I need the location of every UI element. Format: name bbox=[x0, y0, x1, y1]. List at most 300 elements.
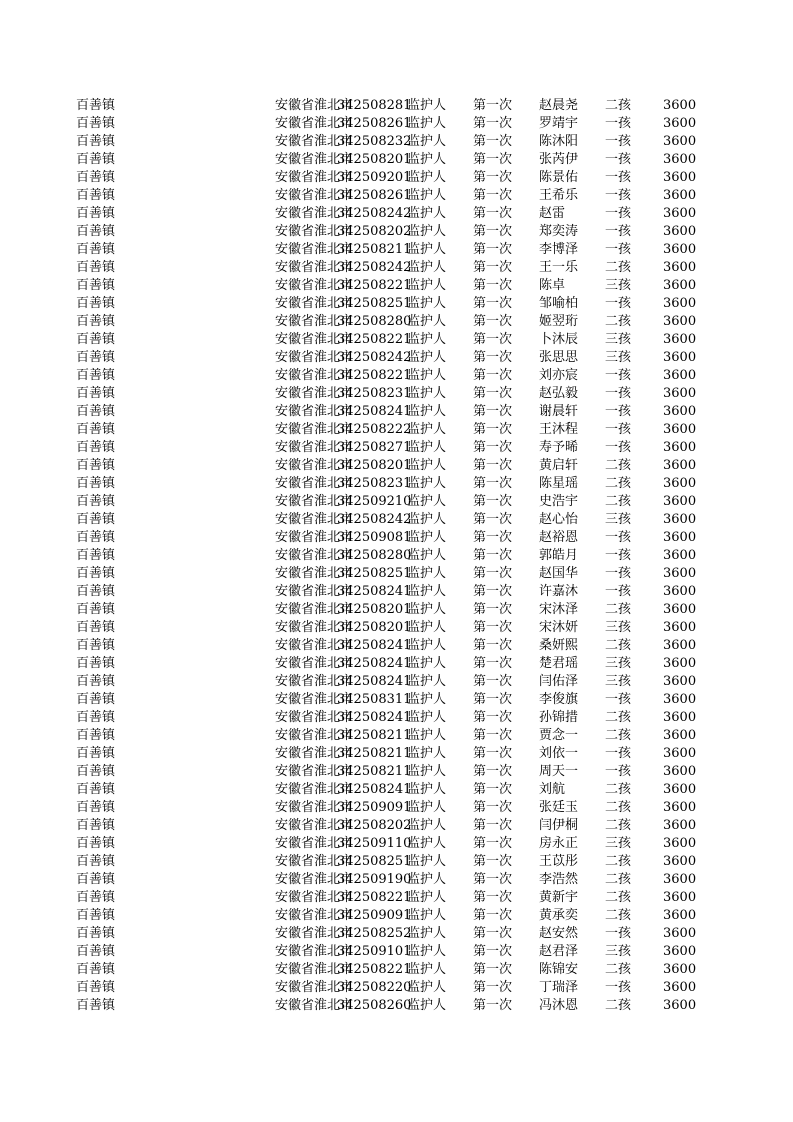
child-order-cell: 三孩 bbox=[605, 512, 632, 527]
table-row bbox=[0, 511, 793, 529]
child-order-cell: 一孩 bbox=[605, 980, 632, 995]
town-cell: 百善镇 bbox=[76, 368, 116, 383]
child-order-cell: 二孩 bbox=[605, 260, 632, 275]
child-order-cell: 一孩 bbox=[605, 764, 632, 779]
amount-cell: 3600 bbox=[663, 242, 697, 257]
child-name-cell: 李浩然 bbox=[539, 872, 579, 887]
times-cell: 第一次 bbox=[473, 278, 513, 293]
id-cell: 342508241 bbox=[337, 638, 412, 653]
child-name-cell: 史浩宇 bbox=[539, 494, 579, 509]
table-row bbox=[0, 961, 793, 979]
role-cell: 监护人 bbox=[407, 836, 447, 851]
child-order-cell: 二孩 bbox=[605, 494, 632, 509]
id-cell: 342508202 bbox=[337, 224, 412, 239]
table-row bbox=[0, 151, 793, 169]
amount-cell: 3600 bbox=[663, 764, 697, 779]
town-cell: 百善镇 bbox=[76, 890, 116, 905]
times-cell: 第一次 bbox=[473, 314, 513, 329]
address-cell: 安徽省淮北市 bbox=[275, 404, 354, 419]
child-order-cell: 一孩 bbox=[605, 548, 632, 563]
id-cell: 342508221 bbox=[337, 962, 412, 977]
child-order-cell: 一孩 bbox=[605, 746, 632, 761]
town-cell: 百善镇 bbox=[76, 728, 116, 743]
amount-cell: 3600 bbox=[663, 908, 697, 923]
address-cell: 安徽省淮北市 bbox=[275, 206, 354, 221]
child-order-cell: 二孩 bbox=[605, 476, 632, 491]
times-cell: 第一次 bbox=[473, 692, 513, 707]
amount-cell: 3600 bbox=[663, 998, 697, 1013]
child-order-cell: 一孩 bbox=[605, 566, 632, 581]
child-order-cell: 一孩 bbox=[605, 116, 632, 131]
town-cell: 百善镇 bbox=[76, 584, 116, 599]
role-cell: 监护人 bbox=[407, 980, 447, 995]
role-cell: 监护人 bbox=[407, 746, 447, 761]
child-order-cell: 一孩 bbox=[605, 224, 632, 239]
id-cell: 342508260 bbox=[337, 998, 412, 1013]
amount-cell: 3600 bbox=[663, 872, 697, 887]
id-cell: 342508220 bbox=[337, 980, 412, 995]
role-cell: 监护人 bbox=[407, 314, 447, 329]
table-row bbox=[0, 745, 793, 763]
id-cell: 342509091 bbox=[337, 908, 412, 923]
town-cell: 百善镇 bbox=[76, 404, 116, 419]
table-row bbox=[0, 529, 793, 547]
table-row bbox=[0, 133, 793, 151]
address-cell: 安徽省淮北市 bbox=[275, 260, 354, 275]
times-cell: 第一次 bbox=[473, 440, 513, 455]
times-cell: 第一次 bbox=[473, 242, 513, 257]
town-cell: 百善镇 bbox=[76, 224, 116, 239]
table-row bbox=[0, 313, 793, 331]
id-cell: 342508252 bbox=[337, 926, 412, 941]
role-cell: 监护人 bbox=[407, 872, 447, 887]
amount-cell: 3600 bbox=[663, 494, 697, 509]
times-cell: 第一次 bbox=[473, 836, 513, 851]
child-name-cell: 陈景佑 bbox=[539, 170, 579, 185]
spreadsheet-page bbox=[0, 97, 793, 1015]
role-cell: 监护人 bbox=[407, 188, 447, 203]
table-row bbox=[0, 367, 793, 385]
town-cell: 百善镇 bbox=[76, 278, 116, 293]
address-cell: 安徽省淮北市 bbox=[275, 584, 354, 599]
child-name-cell: 谢晨轩 bbox=[539, 404, 579, 419]
town-cell: 百善镇 bbox=[76, 674, 116, 689]
child-name-cell: 赵弘毅 bbox=[539, 386, 579, 401]
amount-cell: 3600 bbox=[663, 728, 697, 743]
child-name-cell: 赵晨尧 bbox=[539, 98, 579, 113]
town-cell: 百善镇 bbox=[76, 512, 116, 527]
address-cell: 安徽省淮北市 bbox=[275, 368, 354, 383]
child-name-cell: 陈卓 bbox=[539, 278, 566, 293]
id-cell: 342508271 bbox=[337, 440, 412, 455]
id-cell: 342508241 bbox=[337, 674, 412, 689]
amount-cell: 3600 bbox=[663, 980, 697, 995]
amount-cell: 3600 bbox=[663, 188, 697, 203]
table-row bbox=[0, 835, 793, 853]
id-cell: 342508201 bbox=[337, 602, 412, 617]
child-order-cell: 二孩 bbox=[605, 710, 632, 725]
address-cell: 安徽省淮北市 bbox=[275, 962, 354, 977]
town-cell: 百善镇 bbox=[76, 710, 116, 725]
role-cell: 监护人 bbox=[407, 926, 447, 941]
child-name-cell: 赵君泽 bbox=[539, 944, 579, 959]
id-cell: 342509190 bbox=[337, 872, 412, 887]
table-row bbox=[0, 331, 793, 349]
address-cell: 安徽省淮北市 bbox=[275, 332, 354, 347]
table-row bbox=[0, 673, 793, 691]
town-cell: 百善镇 bbox=[76, 386, 116, 401]
child-name-cell: 李俊旗 bbox=[539, 692, 579, 707]
id-cell: 342508261 bbox=[337, 116, 412, 131]
child-name-cell: 周天一 bbox=[539, 764, 579, 779]
times-cell: 第一次 bbox=[473, 638, 513, 653]
town-cell: 百善镇 bbox=[76, 692, 116, 707]
id-cell: 342508241 bbox=[337, 710, 412, 725]
table-row bbox=[0, 583, 793, 601]
id-cell: 342508231 bbox=[337, 476, 412, 491]
town-cell: 百善镇 bbox=[76, 134, 116, 149]
child-order-cell: 二孩 bbox=[605, 800, 632, 815]
child-order-cell: 一孩 bbox=[605, 404, 632, 419]
role-cell: 监护人 bbox=[407, 584, 447, 599]
child-order-cell: 三孩 bbox=[605, 656, 632, 671]
child-name-cell: 黄新宇 bbox=[539, 890, 579, 905]
address-cell: 安徽省淮北市 bbox=[275, 818, 354, 833]
role-cell: 监护人 bbox=[407, 458, 447, 473]
role-cell: 监护人 bbox=[407, 440, 447, 455]
amount-cell: 3600 bbox=[663, 890, 697, 905]
times-cell: 第一次 bbox=[473, 170, 513, 185]
amount-cell: 3600 bbox=[663, 440, 697, 455]
table-row bbox=[0, 547, 793, 565]
table-row bbox=[0, 439, 793, 457]
times-cell: 第一次 bbox=[473, 746, 513, 761]
times-cell: 第一次 bbox=[473, 494, 513, 509]
id-cell: 342508241 bbox=[337, 782, 412, 797]
amount-cell: 3600 bbox=[663, 98, 697, 113]
amount-cell: 3600 bbox=[663, 710, 697, 725]
town-cell: 百善镇 bbox=[76, 872, 116, 887]
role-cell: 监护人 bbox=[407, 386, 447, 401]
address-cell: 安徽省淮北市 bbox=[275, 926, 354, 941]
child-order-cell: 三孩 bbox=[605, 332, 632, 347]
table-row bbox=[0, 853, 793, 871]
address-cell: 安徽省淮北市 bbox=[275, 224, 354, 239]
child-order-cell: 二孩 bbox=[605, 908, 632, 923]
child-name-cell: 姬翌珩 bbox=[539, 314, 579, 329]
table-row bbox=[0, 763, 793, 781]
table-row bbox=[0, 619, 793, 637]
times-cell: 第一次 bbox=[473, 386, 513, 401]
amount-cell: 3600 bbox=[663, 782, 697, 797]
address-cell: 安徽省淮北市 bbox=[275, 764, 354, 779]
amount-cell: 3600 bbox=[663, 602, 697, 617]
table-row bbox=[0, 385, 793, 403]
table-row bbox=[0, 799, 793, 817]
table-row bbox=[0, 457, 793, 475]
table-row bbox=[0, 223, 793, 241]
address-cell: 安徽省淮北市 bbox=[275, 656, 354, 671]
town-cell: 百善镇 bbox=[76, 458, 116, 473]
times-cell: 第一次 bbox=[473, 260, 513, 275]
amount-cell: 3600 bbox=[663, 152, 697, 167]
table-row bbox=[0, 943, 793, 961]
child-order-cell: 二孩 bbox=[605, 962, 632, 977]
times-cell: 第一次 bbox=[473, 710, 513, 725]
amount-cell: 3600 bbox=[663, 278, 697, 293]
role-cell: 监护人 bbox=[407, 296, 447, 311]
times-cell: 第一次 bbox=[473, 980, 513, 995]
town-cell: 百善镇 bbox=[76, 530, 116, 545]
address-cell: 安徽省淮北市 bbox=[275, 980, 354, 995]
times-cell: 第一次 bbox=[473, 98, 513, 113]
address-cell: 安徽省淮北市 bbox=[275, 98, 354, 113]
table-row bbox=[0, 403, 793, 421]
times-cell: 第一次 bbox=[473, 908, 513, 923]
times-cell: 第一次 bbox=[473, 800, 513, 815]
amount-cell: 3600 bbox=[663, 404, 697, 419]
town-cell: 百善镇 bbox=[76, 782, 116, 797]
child-name-cell: 王希乐 bbox=[539, 188, 579, 203]
id-cell: 342508281 bbox=[337, 98, 412, 113]
amount-cell: 3600 bbox=[663, 962, 697, 977]
child-name-cell: 邹喻柏 bbox=[539, 296, 579, 311]
amount-cell: 3600 bbox=[663, 386, 697, 401]
id-cell: 342509110 bbox=[337, 836, 412, 851]
child-name-cell: 王苡彤 bbox=[539, 854, 579, 869]
address-cell: 安徽省淮北市 bbox=[275, 692, 354, 707]
id-cell: 342508242 bbox=[337, 206, 412, 221]
times-cell: 第一次 bbox=[473, 890, 513, 905]
id-cell: 342508221 bbox=[337, 332, 412, 347]
id-cell: 342508241 bbox=[337, 404, 412, 419]
town-cell: 百善镇 bbox=[76, 422, 116, 437]
role-cell: 监护人 bbox=[407, 728, 447, 743]
times-cell: 第一次 bbox=[473, 350, 513, 365]
child-order-cell: 三孩 bbox=[605, 278, 632, 293]
child-name-cell: 赵安然 bbox=[539, 926, 579, 941]
id-cell: 342508251 bbox=[337, 854, 412, 869]
child-name-cell: 罗靖宇 bbox=[539, 116, 579, 131]
child-order-cell: 一孩 bbox=[605, 134, 632, 149]
id-cell: 342508211 bbox=[337, 764, 412, 779]
role-cell: 监护人 bbox=[407, 170, 447, 185]
town-cell: 百善镇 bbox=[76, 98, 116, 113]
id-cell: 342508311 bbox=[337, 692, 412, 707]
address-cell: 安徽省淮北市 bbox=[275, 422, 354, 437]
amount-cell: 3600 bbox=[663, 926, 697, 941]
table-row bbox=[0, 187, 793, 205]
amount-cell: 3600 bbox=[663, 548, 697, 563]
child-order-cell: 二孩 bbox=[605, 998, 632, 1013]
address-cell: 安徽省淮北市 bbox=[275, 548, 354, 563]
table-row bbox=[0, 277, 793, 295]
id-cell: 342508242 bbox=[337, 350, 412, 365]
child-name-cell: 李博泽 bbox=[539, 242, 579, 257]
times-cell: 第一次 bbox=[473, 728, 513, 743]
child-name-cell: 赵裕恩 bbox=[539, 530, 579, 545]
amount-cell: 3600 bbox=[663, 944, 697, 959]
child-order-cell: 一孩 bbox=[605, 188, 632, 203]
id-cell: 342509091 bbox=[337, 800, 412, 815]
amount-cell: 3600 bbox=[663, 800, 697, 815]
child-order-cell: 一孩 bbox=[605, 530, 632, 545]
town-cell: 百善镇 bbox=[76, 602, 116, 617]
address-cell: 安徽省淮北市 bbox=[275, 908, 354, 923]
role-cell: 监护人 bbox=[407, 98, 447, 113]
address-cell: 安徽省淮北市 bbox=[275, 278, 354, 293]
role-cell: 监护人 bbox=[407, 602, 447, 617]
child-name-cell: 张廷玉 bbox=[539, 800, 579, 815]
amount-cell: 3600 bbox=[663, 134, 697, 149]
child-order-cell: 一孩 bbox=[605, 926, 632, 941]
child-name-cell: 赵雷 bbox=[539, 206, 566, 221]
role-cell: 监护人 bbox=[407, 242, 447, 257]
address-cell: 安徽省淮北市 bbox=[275, 386, 354, 401]
times-cell: 第一次 bbox=[473, 962, 513, 977]
times-cell: 第一次 bbox=[473, 872, 513, 887]
table-row bbox=[0, 709, 793, 727]
town-cell: 百善镇 bbox=[76, 638, 116, 653]
address-cell: 安徽省淮北市 bbox=[275, 800, 354, 815]
id-cell: 342508261 bbox=[337, 188, 412, 203]
address-cell: 安徽省淮北市 bbox=[275, 170, 354, 185]
role-cell: 监护人 bbox=[407, 962, 447, 977]
amount-cell: 3600 bbox=[663, 836, 697, 851]
table-row bbox=[0, 115, 793, 133]
role-cell: 监护人 bbox=[407, 818, 447, 833]
child-name-cell: 卜沐辰 bbox=[539, 332, 579, 347]
amount-cell: 3600 bbox=[663, 224, 697, 239]
amount-cell: 3600 bbox=[663, 368, 697, 383]
role-cell: 监护人 bbox=[407, 656, 447, 671]
child-order-cell: 二孩 bbox=[605, 638, 632, 653]
address-cell: 安徽省淮北市 bbox=[275, 998, 354, 1013]
town-cell: 百善镇 bbox=[76, 908, 116, 923]
town-cell: 百善镇 bbox=[76, 332, 116, 347]
role-cell: 监护人 bbox=[407, 890, 447, 905]
amount-cell: 3600 bbox=[663, 260, 697, 275]
amount-cell: 3600 bbox=[663, 530, 697, 545]
child-name-cell: 丁瑞泽 bbox=[539, 980, 579, 995]
role-cell: 监护人 bbox=[407, 422, 447, 437]
table-row bbox=[0, 637, 793, 655]
amount-cell: 3600 bbox=[663, 476, 697, 491]
table-row bbox=[0, 907, 793, 925]
times-cell: 第一次 bbox=[473, 926, 513, 941]
id-cell: 342508201 bbox=[337, 152, 412, 167]
role-cell: 监护人 bbox=[407, 908, 447, 923]
id-cell: 342508211 bbox=[337, 242, 412, 257]
amount-cell: 3600 bbox=[663, 422, 697, 437]
town-cell: 百善镇 bbox=[76, 548, 116, 563]
town-cell: 百善镇 bbox=[76, 998, 116, 1013]
times-cell: 第一次 bbox=[473, 998, 513, 1013]
times-cell: 第一次 bbox=[473, 368, 513, 383]
role-cell: 监护人 bbox=[407, 548, 447, 563]
role-cell: 监护人 bbox=[407, 350, 447, 365]
id-cell: 342508280 bbox=[337, 548, 412, 563]
town-cell: 百善镇 bbox=[76, 116, 116, 131]
child-name-cell: 黄承奕 bbox=[539, 908, 579, 923]
role-cell: 监护人 bbox=[407, 638, 447, 653]
child-order-cell: 一孩 bbox=[605, 368, 632, 383]
town-cell: 百善镇 bbox=[76, 944, 116, 959]
table-row bbox=[0, 727, 793, 745]
table-row bbox=[0, 601, 793, 619]
role-cell: 监护人 bbox=[407, 512, 447, 527]
town-cell: 百善镇 bbox=[76, 494, 116, 509]
child-order-cell: 一孩 bbox=[605, 584, 632, 599]
times-cell: 第一次 bbox=[473, 584, 513, 599]
table-row bbox=[0, 349, 793, 367]
amount-cell: 3600 bbox=[663, 656, 697, 671]
child-name-cell: 王一乐 bbox=[539, 260, 579, 275]
role-cell: 监护人 bbox=[407, 224, 447, 239]
address-cell: 安徽省淮北市 bbox=[275, 458, 354, 473]
id-cell: 342508221 bbox=[337, 890, 412, 905]
times-cell: 第一次 bbox=[473, 566, 513, 581]
id-cell: 342508222 bbox=[337, 422, 412, 437]
child-order-cell: 二孩 bbox=[605, 728, 632, 743]
child-order-cell: 二孩 bbox=[605, 602, 632, 617]
child-order-cell: 二孩 bbox=[605, 854, 632, 869]
town-cell: 百善镇 bbox=[76, 476, 116, 491]
role-cell: 监护人 bbox=[407, 368, 447, 383]
town-cell: 百善镇 bbox=[76, 926, 116, 941]
child-name-cell: 黄启轩 bbox=[539, 458, 579, 473]
child-name-cell: 闫佑泽 bbox=[539, 674, 579, 689]
id-cell: 342508280 bbox=[337, 314, 412, 329]
child-order-cell: 三孩 bbox=[605, 350, 632, 365]
amount-cell: 3600 bbox=[663, 296, 697, 311]
amount-cell: 3600 bbox=[663, 854, 697, 869]
amount-cell: 3600 bbox=[663, 314, 697, 329]
table-row bbox=[0, 889, 793, 907]
child-name-cell: 郑奕涛 bbox=[539, 224, 579, 239]
child-name-cell: 孙锦措 bbox=[539, 710, 579, 725]
times-cell: 第一次 bbox=[473, 134, 513, 149]
table-row bbox=[0, 781, 793, 799]
times-cell: 第一次 bbox=[473, 116, 513, 131]
address-cell: 安徽省淮北市 bbox=[275, 134, 354, 149]
town-cell: 百善镇 bbox=[76, 836, 116, 851]
address-cell: 安徽省淮北市 bbox=[275, 782, 354, 797]
child-name-cell: 贾念一 bbox=[539, 728, 579, 743]
id-cell: 342508201 bbox=[337, 458, 412, 473]
child-order-cell: 一孩 bbox=[605, 440, 632, 455]
child-order-cell: 一孩 bbox=[605, 386, 632, 401]
amount-cell: 3600 bbox=[663, 458, 697, 473]
address-cell: 安徽省淮北市 bbox=[275, 152, 354, 167]
address-cell: 安徽省淮北市 bbox=[275, 116, 354, 131]
address-cell: 安徽省淮北市 bbox=[275, 350, 354, 365]
amount-cell: 3600 bbox=[663, 818, 697, 833]
child-order-cell: 三孩 bbox=[605, 674, 632, 689]
address-cell: 安徽省淮北市 bbox=[275, 746, 354, 761]
table-row bbox=[0, 925, 793, 943]
times-cell: 第一次 bbox=[473, 656, 513, 671]
table-row bbox=[0, 241, 793, 259]
role-cell: 监护人 bbox=[407, 530, 447, 545]
address-cell: 安徽省淮北市 bbox=[275, 242, 354, 257]
amount-cell: 3600 bbox=[663, 350, 697, 365]
role-cell: 监护人 bbox=[407, 620, 447, 635]
table-row bbox=[0, 295, 793, 313]
id-cell: 342508202 bbox=[337, 818, 412, 833]
id-cell: 342508211 bbox=[337, 746, 412, 761]
times-cell: 第一次 bbox=[473, 944, 513, 959]
